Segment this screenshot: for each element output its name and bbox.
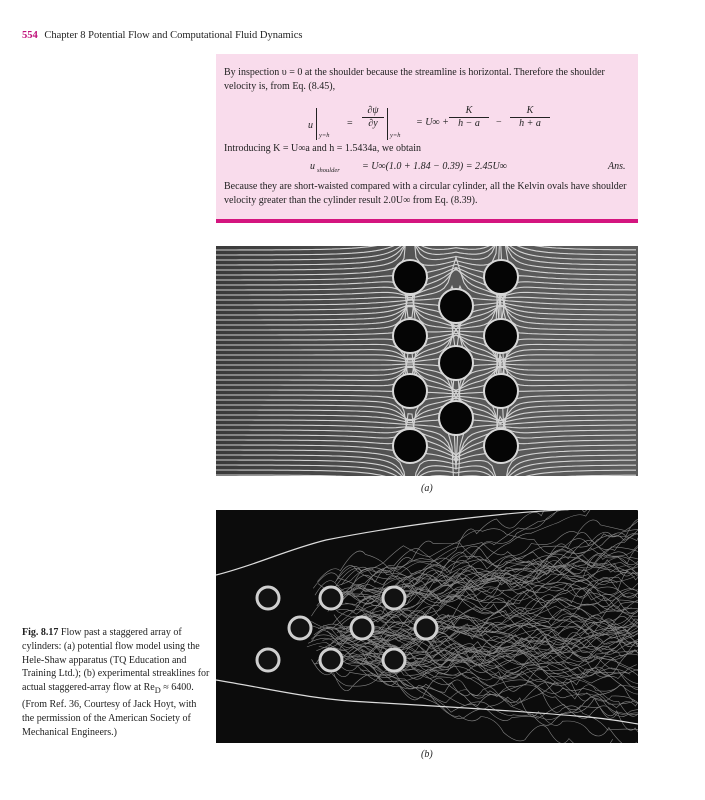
- figure-caption: [22, 626, 210, 739]
- cylinder: [484, 260, 518, 294]
- eq-sub1: y=h: [319, 132, 330, 139]
- cylinder: [439, 289, 473, 323]
- example-conclusion: Because they are short-waisted compared with a circular cylinder, all the Kelvin ovals have shoulder velocity greater than the cylinder result 2.0U∞ from Eq. (8.39).: [224, 181, 627, 206]
- cylinder: [320, 649, 342, 671]
- cylinder: [393, 260, 427, 294]
- eq-sub2: y=h: [390, 132, 401, 139]
- frac-den: h + a: [519, 118, 541, 129]
- caption-sub: D: [154, 686, 161, 696]
- cylinder: [393, 429, 427, 463]
- frac-den: ∂y: [368, 118, 378, 129]
- photo-streaklines: [216, 510, 638, 743]
- cylinder: [257, 649, 279, 671]
- frac-dpsi-dy: [362, 105, 384, 129]
- cylinder: [484, 429, 518, 463]
- cylinder: [257, 587, 279, 609]
- eval-bar-1: [316, 108, 317, 140]
- eq-rhs: = U∞ +: [416, 117, 449, 128]
- example-box: [216, 54, 638, 219]
- result-u: u: [310, 161, 315, 172]
- result-rhs: = U∞(1.0 + 1.84 − 0.39) = 2.45U∞: [362, 161, 507, 172]
- eq-minus: −: [496, 117, 502, 128]
- chapter-title: Chapter 8 Potential Flow and Computational Fluid Dynamics: [44, 30, 303, 41]
- cylinder: [484, 374, 518, 408]
- running-head: [22, 30, 302, 41]
- eq-equals: =: [347, 118, 353, 129]
- cylinder: [439, 346, 473, 380]
- streakline-image: [216, 510, 638, 743]
- frac-num: K: [526, 105, 534, 116]
- frac-k-hpa: [510, 105, 550, 129]
- cylinder: [439, 401, 473, 435]
- eval-bar-2: [387, 108, 388, 140]
- caption-text: Flow past a staggered array of cylinders: (a) potential flow model using the Hele-Shaw apparatus (TQ Education and Training Ltd.); (b) experimental streaklines for actual staggered-array flow at Re: [22, 627, 210, 694]
- example-rule: [216, 219, 638, 223]
- cylinder: [415, 617, 437, 639]
- photo-hele-shaw: [216, 246, 638, 476]
- frac-k-hma: [449, 105, 489, 129]
- hele-shaw-image: [216, 246, 638, 476]
- cylinder: [484, 319, 518, 353]
- label-a: (a): [421, 483, 433, 494]
- cylinder: [289, 617, 311, 639]
- cylinder: [351, 617, 373, 639]
- cylinder: [393, 319, 427, 353]
- cylinder: [320, 587, 342, 609]
- label-b: (b): [421, 749, 433, 760]
- cylinder: [383, 587, 405, 609]
- caption-rest: ≈ 6400. (From Ref. 36, Courtesy of Jack Hoyt, with the permission of the American Society of Mechanical Engineers.): [22, 682, 197, 738]
- answer-tag: Ans.: [608, 161, 626, 172]
- page-number: 554: [22, 30, 38, 41]
- cylinder: [393, 374, 427, 408]
- frac-den: h − a: [458, 118, 480, 129]
- figure-label: Fig. 8.17: [22, 627, 59, 638]
- example-introducing: Introducing K = U∞a and h = 1.5434a, we obtain: [224, 143, 421, 154]
- frac-num: ∂ψ: [367, 105, 379, 116]
- cylinder: [383, 649, 405, 671]
- example-intro: By inspection υ = 0 at the shoulder because the streamline is horizontal. Therefore the shoulder velocity is, from Eq. (8.45),: [224, 67, 605, 92]
- result-sub: shoulder: [317, 167, 340, 174]
- eq-u: u: [308, 120, 313, 131]
- frac-num: K: [465, 105, 473, 116]
